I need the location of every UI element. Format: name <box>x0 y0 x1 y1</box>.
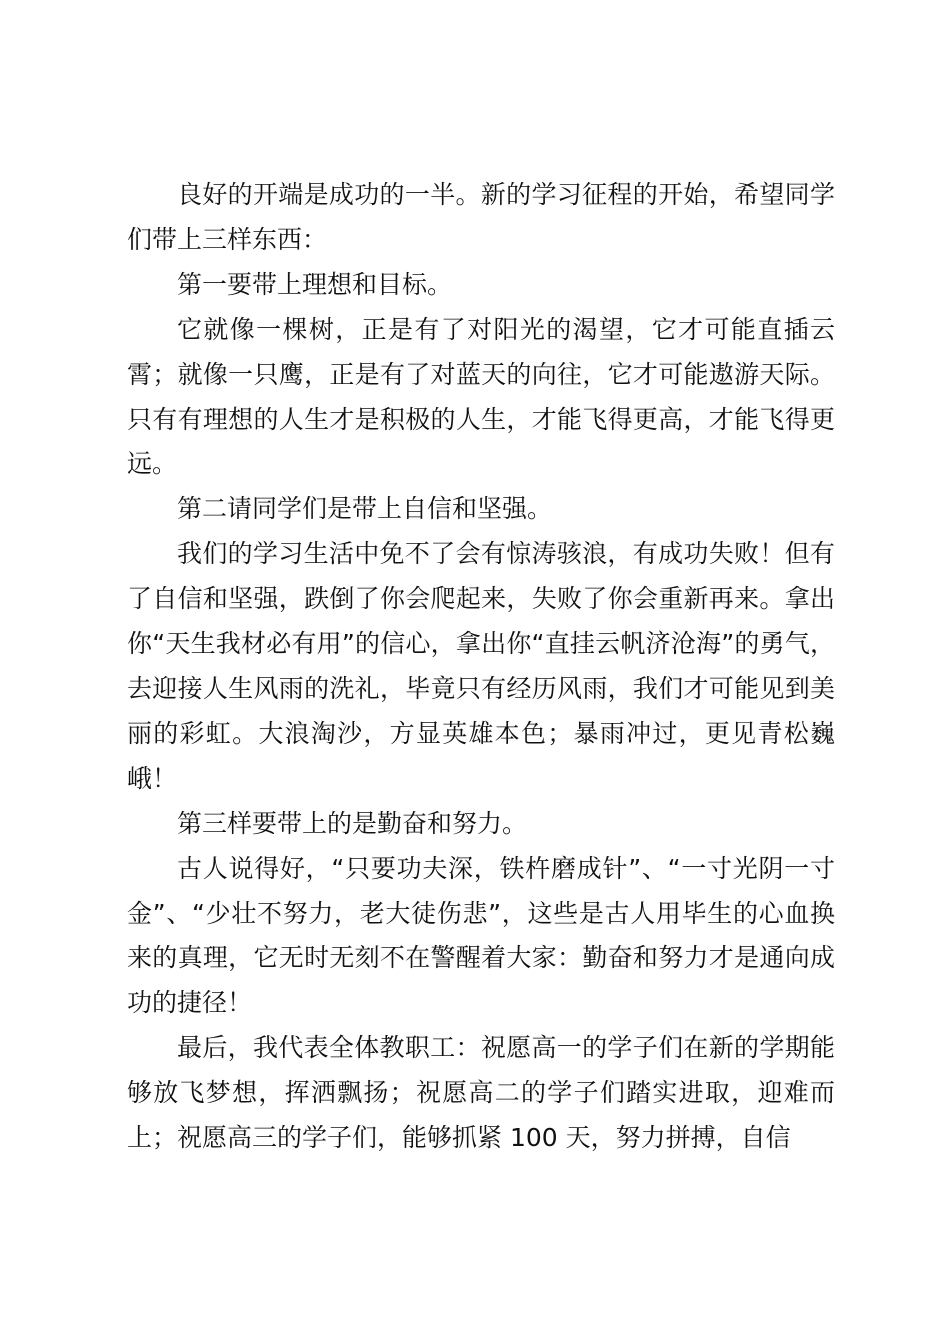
paragraph-confidence: 我们的学习生活中免不了会有惊涛骇浪，有成功失败！但有了自信和坚强，跌倒了你会爬起来，失败了你会重新再来。拿出你“天生我材必有用”的信心，拿出你“直挂云帆济沧海”的勇气，去迎接人生风雨的洗礼，毕竟只有经历风雨，我们才可能见到美丽的彩虹。大浪淘沙，方显英雄本色；暴雨冲过，更见青松巍峨！ <box>127 539 835 793</box>
paragraph-ideals: 它就像一棵树，正是有了对阳光的渴望，它才可能直插云霄；就像一只鹰，正是有了对蓝天的向往，它才可能遨游天际。只有有理想的人生才是积极的人生，才能飞得更高，才能飞得更远。 <box>127 314 835 479</box>
paragraph-closing: 最后，我代表全体教职工：祝愿高一的学子们在新的学期能够放飞梦想，挥洒飘扬；祝愿高二的学子们踏实进取，迎难而上；祝愿高三的学子们，能够抓紧 100 天，努力拼搏，自信 <box>127 1033 835 1153</box>
paragraph-heading-second: 第二请同学们是带上自信和坚强。 <box>177 494 553 524</box>
paragraph-opening: 良好的开端是成功的一半。新的学习征程的开始，希望同学们带上三样东西： <box>127 180 835 254</box>
paragraph-heading-first: 第一要带上理想和目标。 <box>177 269 453 299</box>
paragraph-diligence: 古人说得好，“只要功夫深，铁杵磨成针”、“一寸光阴一寸金”、“少壮不努力，老大徒伤悲”，这些是古人用毕生的心血换来的真理，它无时无刻不在警醒着大家：勤奋和努力才是通向成功的捷径！ <box>127 853 835 1018</box>
paragraph-heading-third: 第三样要带上的是勤奋和努力。 <box>177 808 528 838</box>
document-body <box>127 173 835 1161</box>
